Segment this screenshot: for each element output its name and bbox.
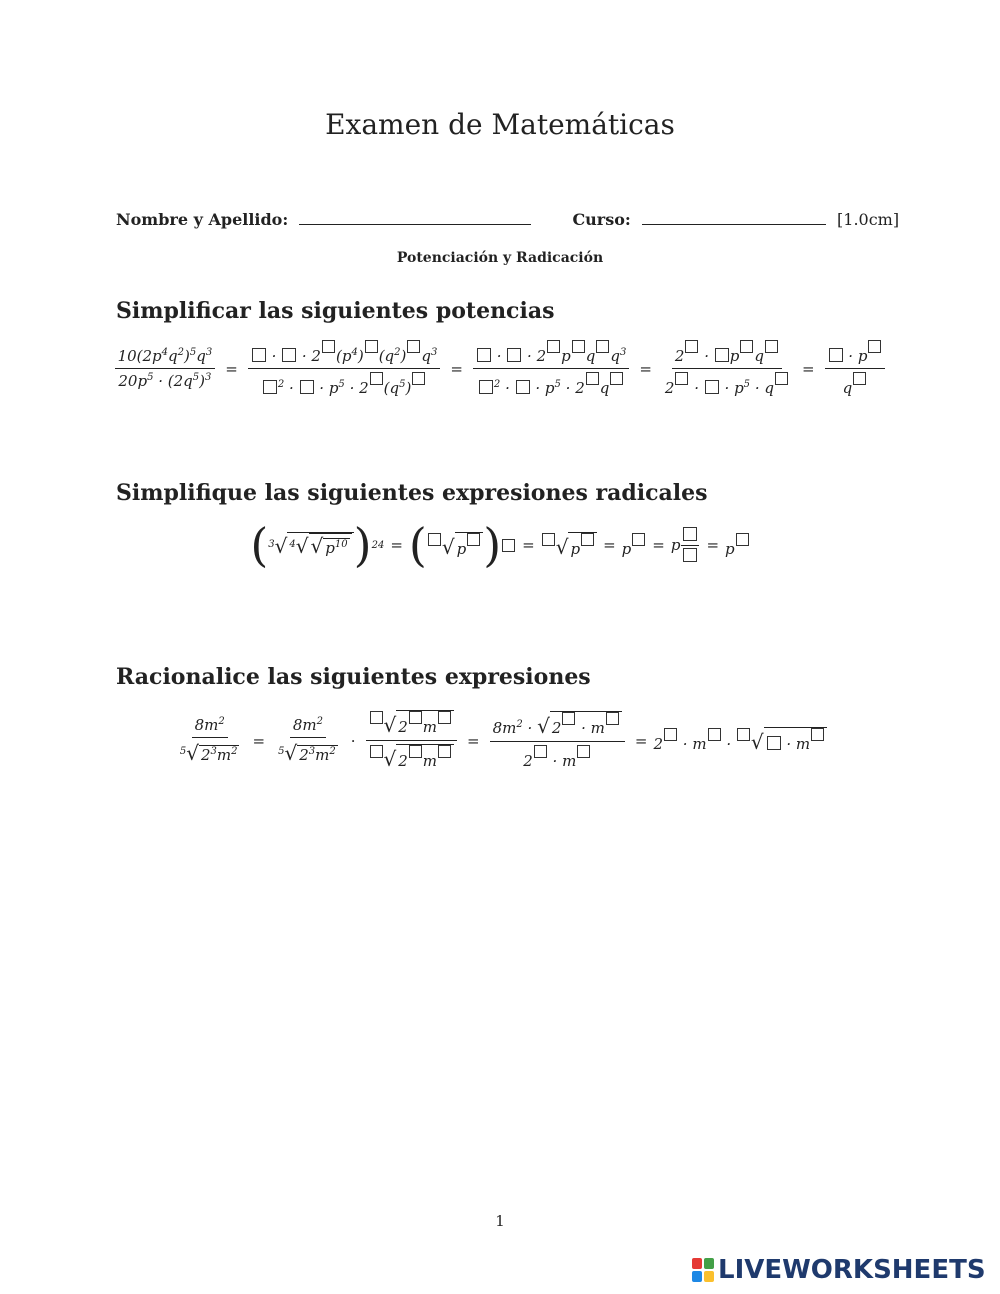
exam-title: Examen de Matemáticas — [325, 108, 675, 141]
answer-box[interactable] — [467, 533, 480, 546]
name-input-line[interactable] — [299, 210, 531, 225]
page-number: 1 — [495, 1212, 505, 1230]
answer-box[interactable] — [502, 539, 515, 552]
answer-box[interactable] — [715, 348, 729, 362]
answer-box[interactable] — [542, 533, 555, 546]
answer-box[interactable] — [737, 728, 750, 741]
answer-box[interactable] — [370, 711, 383, 724]
answer-box[interactable] — [775, 372, 788, 385]
answer-box[interactable] — [829, 348, 843, 362]
exam-subtitle: Potenciación y Radicación — [396, 250, 604, 266]
answer-box[interactable] — [853, 372, 866, 385]
section-heading-powers: Simplificar las siguientes potencias — [116, 298, 555, 324]
answer-box[interactable] — [534, 745, 547, 758]
answer-box[interactable] — [572, 340, 585, 353]
liveworksheets-logo-text: LIVEWORKSHEETS — [718, 1255, 986, 1285]
answer-box[interactable] — [365, 340, 378, 353]
answer-box[interactable] — [740, 340, 753, 353]
answer-box[interactable] — [586, 372, 599, 385]
answer-box[interactable] — [596, 340, 609, 353]
answer-box[interactable] — [516, 380, 530, 394]
answer-box[interactable] — [282, 348, 296, 362]
answer-box[interactable] — [409, 711, 422, 724]
answer-box[interactable] — [577, 745, 590, 758]
answer-box[interactable] — [300, 380, 314, 394]
answer-box[interactable] — [547, 340, 560, 353]
answer-box[interactable] — [438, 745, 451, 758]
liveworksheets-logo-icon — [692, 1258, 714, 1282]
answer-box[interactable] — [412, 372, 425, 385]
section-heading-rationalize: Racionalice las siguientes expresiones — [116, 664, 591, 690]
answer-box[interactable] — [765, 340, 778, 353]
liveworksheets-logo[interactable] — [692, 1254, 992, 1286]
radicals-equation: ( $^3$√ $^4$√ √ $p^{10}$ ) 24 = ( √ p ) = √ p = p = p = p — [0, 522, 1000, 568]
powers-equation: $\frac{10(2p^4q^2)^5q^3}{20p^5 \cdot (2q^5)^3}$ = $\frac{\cdot \cdot 2 (p^4) (q^2) q^3}{^2 \cdot \cdot p^5 \cdot 2 (q^5)}$ = $\frac{\cdot \cdot 2 p q q^3}{^2 \cdot \cdot p^5 \cdot 2 q}$ = $\frac{\text{2 · p q}}{2 \cdot \cdot p^5 \cdot q}$ = $\frac{\cdot p}{q}$ — [0, 340, 1000, 397]
answer-box[interactable] — [409, 745, 422, 758]
answer-box[interactable] — [370, 372, 383, 385]
answer-box[interactable] — [736, 533, 749, 546]
answer-box[interactable] — [708, 728, 721, 741]
answer-box[interactable] — [606, 712, 619, 725]
rationalize-equation: $\frac{8m^2}{^5√ 2^3m^2}$ = $\frac{8m^2}{^5√ 2^3m^2}$ · $\frac{√ 2 m}{√ 2 m}$ = $\frac{8m^2 \cdot √ 2 \cdot m}{2 \cdot m}$ = 2 · m · √ · m — [0, 710, 1000, 771]
answer-box[interactable] — [610, 372, 623, 385]
answer-box[interactable] — [811, 728, 824, 741]
name-label: Nombre y Apellido: — [116, 210, 289, 229]
answer-box[interactable] — [479, 380, 493, 394]
answer-box[interactable] — [562, 712, 575, 725]
answer-box[interactable] — [868, 340, 881, 353]
answer-box[interactable] — [507, 348, 521, 362]
course-input-line[interactable] — [642, 210, 826, 225]
answer-box[interactable] — [683, 548, 697, 562]
section-heading-radicals: Simplifique las siguientes expresiones radicales — [116, 480, 708, 506]
answer-box[interactable] — [438, 711, 451, 724]
answer-box[interactable] — [252, 348, 266, 362]
answer-box[interactable] — [407, 340, 420, 353]
student-fields — [116, 210, 900, 229]
answer-box[interactable] — [685, 340, 698, 353]
spacing-note: [1.0cm] — [837, 210, 900, 229]
answer-box[interactable] — [581, 533, 594, 546]
answer-box[interactable] — [705, 380, 719, 394]
answer-box[interactable] — [675, 372, 688, 385]
answer-box[interactable] — [263, 380, 277, 394]
answer-box[interactable] — [664, 728, 677, 741]
answer-box[interactable] — [632, 533, 645, 546]
answer-box[interactable] — [322, 340, 335, 353]
answer-box[interactable] — [370, 745, 383, 758]
answer-box[interactable] — [767, 736, 781, 750]
answer-box[interactable] — [683, 527, 697, 541]
course-label: Curso: — [572, 210, 631, 229]
answer-box[interactable] — [428, 533, 441, 546]
answer-box[interactable] — [477, 348, 491, 362]
